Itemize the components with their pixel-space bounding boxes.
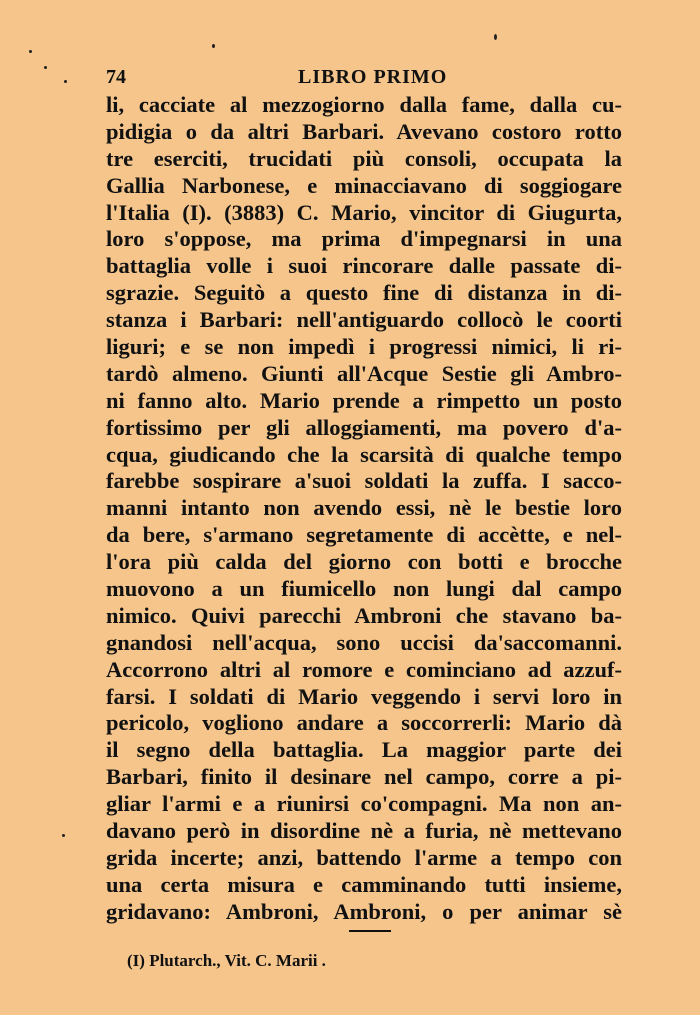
text-line: manni intanto non avendo essi, nè le bestie loro [106, 495, 622, 521]
page-header [106, 66, 626, 92]
text-line: farsi. I soldati di Mario veggendo i servi loro in [106, 683, 622, 709]
text-line: tre eserciti, trucidati più consoli, occupata la [106, 145, 622, 171]
text-line: il segno della battaglia. La maggior parte dei [106, 737, 622, 763]
ink-speck [494, 34, 497, 40]
text-line: una certa misura e camminando tutti insieme, [106, 871, 622, 897]
text-line: davano però in disordine nè a furia, nè mettevano [106, 818, 622, 844]
text-line: liguri; e se non impedì i progressi nimici, li ri- [106, 334, 622, 360]
text-line: pidigia o da altri Barbari. Avevano costoro rotto [106, 118, 622, 144]
text-line: grida incerte; anzi, battendo l'arme a tempo con [106, 844, 622, 870]
text-line: Gallia Narbonese, e minacciavano di soggiogare [106, 172, 622, 198]
text-line: battaglia volle i suoi rincorare dalle passate di- [106, 253, 622, 279]
ink-speck [29, 50, 32, 53]
text-line: farebbe sospirare a'suoi soldati la zuffa. I sacco- [106, 468, 622, 494]
text-line: fortissimo per gli alloggiamenti, ma povero d'a- [106, 414, 622, 440]
text-line: gnandosi nell'acqua, sono uccisi da'saccomanni. [106, 629, 622, 655]
text-line: gliar l'armi e a riunirsi co'compagni. Ma non an- [106, 791, 622, 817]
text-line: tardò almeno. Giunti all'Acque Sestie gli Ambro- [106, 360, 622, 386]
text-line: stanza i Barbari: nell'antiguardo collocò le coorti [106, 307, 622, 333]
ink-speck [44, 66, 47, 69]
text-line: nimico. Quivi parecchi Ambroni che stavano ba- [106, 602, 622, 628]
ink-speck [64, 80, 67, 83]
text-line: sgrazie. Seguitò a questo fine di distanza in di- [106, 280, 622, 306]
running-title: LIBRO PRIMO [298, 66, 448, 88]
body-text [106, 92, 622, 926]
text-line: ni fanno alto. Mario prende a rimpetto un posto [106, 387, 622, 413]
text-line: l'Italia (I). (3883) C. Mario, vincitor di Giugurta, [106, 199, 622, 225]
ink-speck [62, 834, 65, 837]
text-line: loro s'oppose, ma prima d'impegnarsi in una [106, 226, 622, 252]
text-line: li, cacciate al mezzogiorno dalla fame, dalla cu- [106, 92, 622, 117]
ink-speck [212, 44, 215, 48]
text-line: cqua, giudicando che la scarsità di qualche tempo [106, 441, 622, 467]
text-line: Accorrono altri al romore e cominciano ad azzuf- [106, 656, 622, 682]
text-line: gridavano: Ambroni, Ambroni, o per animar sè [106, 898, 622, 924]
footnote: (I) Plutarch., Vit. C. Marii . [127, 951, 326, 970]
footnote-divider [349, 930, 391, 932]
text-line: muovono a un fiumicello non lungi dal campo [106, 576, 622, 602]
text-line: pericolo, vogliono andare a soccorrerli: Mario dà [106, 710, 622, 736]
text-line: da bere, s'armano segretamente di accètte, e nel- [106, 522, 622, 548]
text-line: l'ora più calda del giorno con botti e brocche [106, 549, 622, 575]
page-number: 74 [106, 66, 126, 88]
text-line: Barbari, finito il desinare nel campo, corre a pi- [106, 764, 622, 790]
